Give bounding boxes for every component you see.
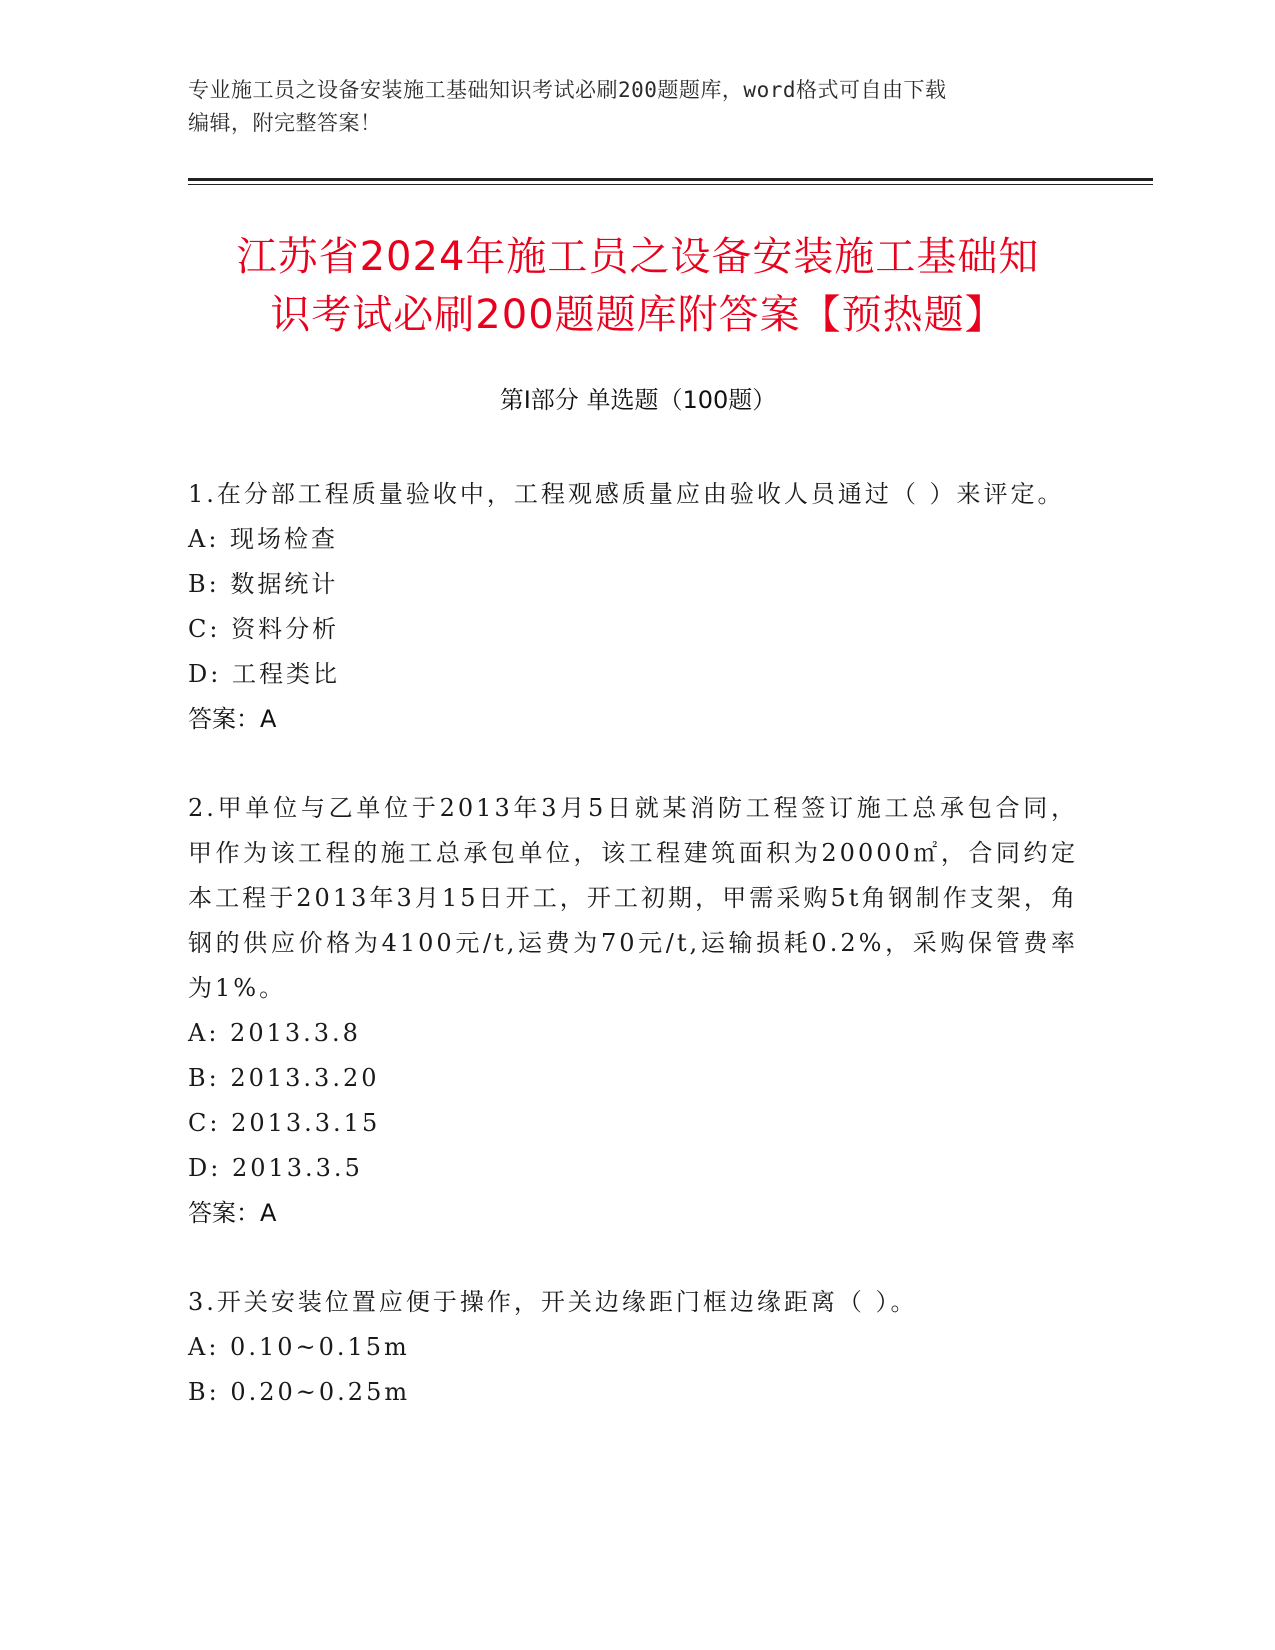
question-2 <box>188 786 1078 1236</box>
document-title <box>188 228 1088 344</box>
option-b: B: 0.20~0.25m <box>188 1378 411 1406</box>
answer: 答案：A <box>188 705 277 733</box>
option-a: A: 0.10~0.15m <box>188 1333 410 1361</box>
option-a: A: 现场检查 <box>188 525 339 553</box>
option-c: C: 资料分析 <box>188 615 340 643</box>
option-d: D: 工程类比 <box>188 660 340 688</box>
header-divider-thin <box>188 184 1153 185</box>
header-note-line1: 专业施工员之设备安装施工基础知识考试必刷200题题库，word格式可自由下载 <box>188 78 947 102</box>
question-stem: 2.甲单位与乙单位于2013年3月5日就某消防工程签订施工总承包合同，甲作为该工程的施工总承包单位，该工程建筑面积为20000㎡，合同约定本工程于2013年3月15日开工，开工初期，甲需采购5t角钢制作支架，角钢的供应价格为4100元/t,运费为70元/t,运输损耗0.2%，采购保管费率为1%。 <box>188 794 1078 1002</box>
document-title-line1: 江苏省2024年施工员之设备安装施工基础知 <box>236 234 1040 280</box>
header-divider-thick <box>188 178 1153 181</box>
question-stem: 3.开关安装位置应便于操作，开关边缘距门框边缘距离（ ）。 <box>188 1288 918 1316</box>
answer: 答案：A <box>188 1199 277 1227</box>
option-a: A: 2013.3.8 <box>188 1019 361 1047</box>
header-note-line2: 编辑，附完整答案！ <box>188 111 382 135</box>
option-c: C: 2013.3.15 <box>188 1109 381 1137</box>
question-1 <box>188 472 1078 742</box>
header-note <box>188 74 1088 140</box>
option-d: D: 2013.3.5 <box>188 1154 363 1182</box>
question-3 <box>188 1280 1078 1415</box>
question-list <box>188 472 1078 1459</box>
section-heading: 第Ⅰ部分 单选题（100题） <box>499 386 777 414</box>
question-stem: 1.在分部工程质量验收中，工程观感质量应由验收人员通过（ ）来评定。 <box>188 480 1065 508</box>
option-b: B: 2013.3.20 <box>188 1064 380 1092</box>
option-b: B: 数据统计 <box>188 570 339 598</box>
document-title-line2: 识考试必刷200题题库附答案【预热题】 <box>270 292 1006 338</box>
